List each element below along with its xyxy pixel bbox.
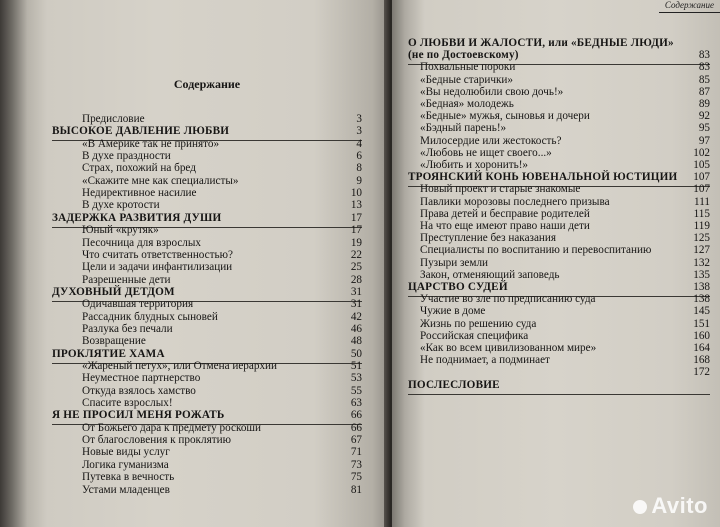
toc-page-number: 107 (693, 183, 710, 196)
toc-entry-label: ПОСЛЕСЛОВИЕ (408, 378, 500, 391)
toc-page-number: 50 (350, 347, 362, 360)
toc-entry-label: Я НЕ ПРОСИЛ МЕНЯ РОЖАТЬ (52, 409, 225, 422)
toc-entry-label: Милосердие или жестокость? (420, 134, 562, 147)
toc-entry-label: ТРОЯНСКИЙ КОНЬ ЮВЕНАЛЬНОЙ ЮСТИЦИИ (408, 171, 678, 184)
toc-page-number: 87 (698, 85, 710, 98)
toc-page-number: 105 (693, 159, 710, 171)
toc-entry-label: «Бедные» мужья, сыновья и дочери (420, 110, 590, 123)
toc-page-number: 168 (693, 354, 710, 367)
toc-page-number: 66 (350, 409, 362, 422)
toc-page-number: 132 (693, 256, 710, 269)
toc-entry-label: Не поднимает, а подминает (420, 354, 550, 367)
toc-page-number: 138 (693, 293, 710, 306)
toc-page-number: 83 (698, 61, 710, 74)
toc-page-number: 53 (350, 372, 362, 385)
toc-page-number: 127 (693, 244, 710, 257)
toc-entry-label: Разрешенные дети (82, 273, 171, 286)
toc-entry-label: Чужие в доме (420, 305, 486, 318)
toc-entry-label: В духе кротости (82, 199, 160, 212)
toc-entry-label: «Любить и хоронить!» (420, 159, 529, 171)
toc-entry-label: В духе праздности (82, 150, 171, 163)
toc-entry-label: «Любовь не ищет своего...» (420, 146, 552, 159)
toc-page-number: 138 (693, 281, 710, 293)
toc-page-number: 119 (693, 220, 710, 232)
toc-page-number: 10 (350, 187, 362, 200)
toc-entry-label: Предисловие (82, 113, 145, 125)
toc-entry-label: Жизнь по решению суда (420, 317, 537, 330)
toc-section-row (408, 380, 710, 394)
toc-entry-label: «В Америке так не принято» (82, 137, 220, 150)
toc-page-number: 48 (350, 335, 362, 348)
toc-page-number: 125 (693, 232, 710, 245)
toc-page-number: 22 (350, 248, 362, 261)
toc-page-number: 71 (350, 446, 362, 459)
toc-entry-label: Страх, похожий на бред (82, 162, 196, 175)
toc-page-number: 89 (698, 98, 710, 110)
toc-page-number: 31 (350, 285, 362, 298)
toc-page-number: 4 (356, 137, 362, 150)
toc-page-number: 83 (698, 49, 710, 62)
toc-page-number: 102 (693, 146, 710, 159)
toc-entry-label: Недирективное насилие (82, 187, 197, 200)
toc-page-number: 6 (356, 150, 362, 163)
toc-page-number: 55 (350, 384, 362, 397)
toc-entry-label: Закон, отменяющий заповедь (420, 268, 560, 281)
toc-page-number: 73 (350, 458, 362, 471)
toc-entry-label: Неуместное партнерство (82, 372, 201, 385)
avito-watermark: Avito (633, 493, 708, 519)
toc-entry-label: Разлука без печали (82, 322, 173, 335)
toc-entry-label: Преступление без наказания (420, 232, 557, 245)
toc-page-number: 9 (356, 174, 362, 187)
toc-entry-label: Одичавшая территория (82, 298, 194, 311)
toc-page-number: 17 (350, 211, 362, 224)
toc-entry-label: «Бэдный парень!» (420, 122, 507, 135)
toc-page-number: 66 (350, 421, 362, 434)
toc-page-number: 28 (350, 273, 362, 286)
toc-entry-label: Права детей и бесправие родителей (420, 207, 590, 220)
toc-entry-label: ДУХОВНЫЙ ДЕТДОМ (52, 285, 175, 298)
toc-page-number: 8 (356, 162, 362, 175)
avito-logo-icon (633, 500, 647, 514)
toc-entry-label: ВЫСОКОЕ ДАВЛЕНИЕ ЛЮБВИ (52, 125, 230, 138)
toc-entry-label: Юный «крутяк» (82, 224, 159, 237)
right-page (392, 0, 720, 527)
toc-entry-label: О ЛЮБВИ И ЖАЛОСТИ, или «БЕДНЫЕ ЛЮДИ» (408, 37, 674, 49)
toc-page-number: 31 (350, 298, 362, 311)
toc-entry-label: (не по Достоевскому) (408, 49, 519, 62)
toc-page-number: 19 (350, 236, 362, 249)
toc-page-number: 97 (698, 134, 710, 147)
running-header: Содержание (659, 0, 720, 13)
toc-entry-label: «Жареный петух», или Отмена иерархии (82, 360, 278, 372)
toc-page-number: 25 (350, 261, 362, 274)
toc-entry-label: Путевка в вечность (82, 471, 175, 484)
toc-entry-label: Российская специфика (420, 329, 529, 342)
toc-page-number: 3 (356, 113, 362, 125)
toc-page-number: 75 (350, 471, 362, 484)
toc-entry-label: Возвращение (82, 335, 146, 348)
toc-entry-label: ПРОКЛЯТИЕ ХАМА (52, 347, 165, 360)
toc-entry-label: «Бедные старички» (420, 73, 513, 86)
toc-page-number: 85 (698, 73, 710, 86)
toc-entry-label: Пузыри земли (420, 256, 489, 269)
toc-entry-label: Рассадник блудных сыновей (82, 310, 218, 323)
toc-entry-label: Песочница для взрослых (82, 236, 201, 249)
toc-entry-label: Павлики морозовы последнего призыва (420, 195, 610, 208)
toc-page-number: 151 (693, 317, 710, 330)
toc-entry-label: «Скажите мне как специалисты» (82, 174, 239, 187)
toc-entry-label: «Бедная» молодежь (420, 98, 514, 110)
toc-title: Содержание (173, 77, 241, 91)
toc-page-number: 51 (350, 360, 362, 372)
toc-page-number: 46 (350, 322, 362, 335)
toc-entry-label: Новый проект и старые знакомые (420, 183, 581, 196)
toc-entry-label: Похвальные пороки (420, 61, 516, 74)
toc-page-number: 145 (693, 305, 710, 318)
toc-page-number: 95 (698, 122, 710, 135)
toc-entry-label: Новые виды услуг (82, 446, 170, 459)
toc-entry-label: Цели и задачи инфантилизации (82, 261, 233, 274)
toc-page-number: 115 (693, 207, 710, 220)
toc-entry-label: На что еще имеют право наши дети (420, 220, 590, 232)
toc-entry-label: Специалисты по воспитанию и перевоспитанию (420, 244, 652, 257)
toc-entry-label: От благословения к проклятию (82, 434, 231, 447)
toc-page-number: 42 (350, 310, 362, 323)
toc-page-number: 107 (693, 171, 710, 184)
toc-entry-row (52, 485, 362, 499)
toc-entry-label: Откуда взялось хамство (82, 384, 196, 397)
toc-entry-label: ЦАРСТВО СУДЕЙ (408, 281, 508, 293)
toc-page-number: 3 (356, 125, 362, 138)
toc-page-number: 111 (694, 195, 710, 208)
toc-page-number: 160 (693, 329, 710, 342)
toc-page-number: 81 (350, 483, 362, 496)
toc-page-number: 164 (693, 342, 710, 354)
toc-entry-label: От Божьего дара к предмету роскоши (82, 421, 262, 434)
toc-entry-label: Логика гуманизма (82, 458, 169, 471)
toc-entry-label: Участие во зле по предписанию суда (420, 293, 596, 306)
toc-entry-label: «Как во всем цивилизованном мире» (420, 342, 597, 354)
toc-page-number: 172 (693, 366, 710, 379)
toc-entry-label: «Вы недолюбили свою дочь!» (420, 85, 564, 98)
toc-page-number: 67 (350, 434, 362, 447)
toc-page-number: 13 (350, 199, 362, 212)
toc-entry-label: Спасите взрослых! (82, 397, 173, 410)
toc-entry-label: ЗАДЕРЖКА РАЗВИТИЯ ДУШИ (52, 211, 222, 224)
toc-page-number: 92 (698, 110, 710, 123)
toc-entry-label: Что считать ответственностью? (82, 248, 233, 261)
toc-page-number: 135 (693, 268, 710, 281)
toc-page-number: 17 (350, 224, 362, 237)
toc-entry-label: Устами младенцев (82, 483, 170, 496)
toc-page-number: 63 (350, 397, 362, 410)
